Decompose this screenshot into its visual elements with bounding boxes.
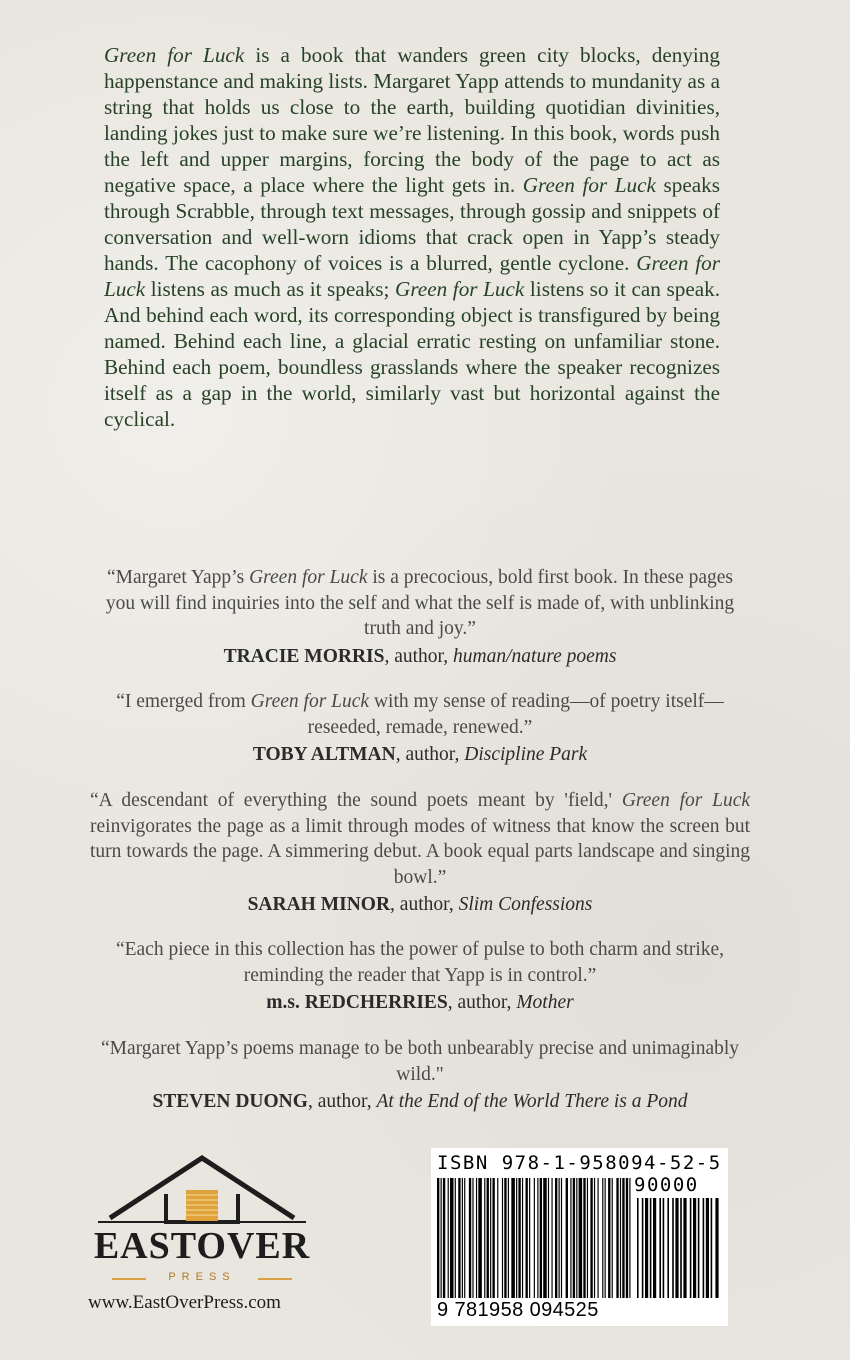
barcode-bar: [605, 1178, 606, 1298]
publisher-subtitle: PRESS: [168, 1271, 236, 1283]
barcode-bar: [587, 1178, 588, 1298]
quote-attribution: [90, 644, 750, 670]
quote-attribution: [90, 990, 750, 1016]
text-run: with my sense of reading—of poetry itself—reseeded, remade, renewed.”: [307, 691, 724, 738]
author-work: At the End of the World There is a Pond: [376, 1091, 688, 1112]
barcode-bar: [490, 1178, 491, 1298]
barcode-bar: [616, 1178, 618, 1298]
barcode-bar: [504, 1178, 506, 1298]
barcode-bar: [559, 1178, 560, 1298]
barcode-bar: [518, 1178, 520, 1298]
barcode-bar: [487, 1178, 489, 1298]
text-run: listens as much as it speaks;: [145, 277, 396, 301]
barcode-bar: [590, 1178, 592, 1298]
text-run: “Each piece in this collection has the power of pulse to both charm and strike, reminding the reader that Yapp is in control.”: [115, 939, 725, 986]
barcode-bar: [476, 1178, 477, 1298]
barcode-addon-bar: [693, 1198, 696, 1298]
publisher-website[interactable]: www.EastOverPress.com: [88, 1292, 281, 1313]
barcode-bar: [462, 1178, 463, 1298]
barcode-bar: [573, 1178, 575, 1298]
barcode-addon-bar: [650, 1198, 652, 1298]
barcode-bar: [497, 1178, 498, 1298]
publisher-logo: [88, 1154, 328, 1324]
author-name: STEVEN DUONG: [152, 1091, 308, 1112]
italic-title-run: Green for Luck: [522, 173, 656, 197]
barcode-bar: [516, 1178, 517, 1298]
author-work: Discipline Park: [464, 744, 588, 765]
barcode-addon-bar: [690, 1198, 692, 1298]
italic-title-run: Green for Luck: [395, 277, 525, 301]
barcode-addon-bar: [683, 1198, 686, 1298]
barcode-addon-bar: [698, 1198, 700, 1298]
barcode-bar: [529, 1178, 530, 1298]
barcode-bar: [548, 1178, 549, 1298]
barcode-bar: [629, 1178, 630, 1298]
barcode-bar: [464, 1178, 465, 1298]
text-run: is a book that wanders green city blocks, denying happenstance and making lists. Margaret Yapp attends to mundanity as a string that holds us close to the earth, building quotidian divinities, landing jokes just to make sure we’re listening. In this book, words push the left and upper margins, forcing the body of the page to act as negative space, a place where the light gets in.: [104, 43, 720, 197]
quote-text: [90, 937, 750, 988]
barcode-addon-bar: [715, 1198, 718, 1298]
barcode-bar: [626, 1178, 628, 1298]
text-run: “Margaret Yapp’s poems manage to be both unbearably precise and unimaginably wild.": [100, 1038, 740, 1085]
barcode-bar: [608, 1178, 610, 1298]
barcode-addon-bar: [642, 1198, 644, 1298]
italic-title-run: Green for Luck: [249, 567, 368, 588]
barcode-bar: [566, 1178, 568, 1298]
barcode-addon-bar: [645, 1198, 648, 1298]
italic-title-run: Green for Luck: [621, 790, 751, 811]
barcode-bar: [576, 1178, 577, 1298]
barcode-bar: [612, 1178, 613, 1298]
author-name: TOBY ALTMAN: [252, 744, 396, 765]
author-name: SARAH MINOR: [247, 894, 391, 915]
barcode-bar: [469, 1178, 471, 1298]
barcode-bar: [594, 1178, 595, 1298]
barcode-bar: [511, 1178, 515, 1298]
barcode-bar: [508, 1178, 509, 1298]
barcode-bar: [448, 1178, 449, 1298]
barcode-addon-bar: [659, 1198, 661, 1298]
barcode-bar: [583, 1178, 585, 1298]
text-run: “I emerged from: [116, 691, 251, 712]
barcode-bar: [478, 1178, 482, 1298]
author-name: TRACIE MORRIS: [223, 645, 385, 667]
barcode-bar: [620, 1178, 621, 1298]
author-work: Mother: [516, 992, 574, 1013]
italic-title-run: Green for Luck: [104, 251, 720, 301]
isbn-label: ISBN 978-1-958094-52-5: [437, 1152, 722, 1174]
author-role: , author,: [307, 1091, 377, 1112]
publisher-name: EASTOVER: [93, 1225, 311, 1267]
barcode-addon-bar: [675, 1198, 678, 1298]
author-role: , author,: [395, 744, 465, 765]
barcode-bar: [570, 1178, 571, 1298]
author-work: human/nature poems: [453, 645, 617, 667]
barcode-bar: [441, 1178, 442, 1298]
barcode-addon-bar: [703, 1198, 705, 1298]
barcode-bar: [526, 1178, 528, 1298]
barcode-bar: [522, 1178, 523, 1298]
barcode-addon-bar: [637, 1198, 639, 1298]
endorsement-quote: [90, 788, 750, 918]
barcode-bar: [622, 1178, 624, 1298]
barcode-addon-bar: [672, 1198, 674, 1298]
house-logo-icon: [88, 1154, 316, 1226]
barcode-bar: [597, 1178, 598, 1298]
barcode-bar: [443, 1178, 445, 1298]
barcode-addon-bar: [706, 1198, 709, 1298]
barcode-bar: [437, 1178, 439, 1298]
text-run: reinvigorates the page as a limit through modes of witness that know the screen but turn towards the page. A simmering debut. A book equal parts landscape and singing bowl.”: [90, 815, 750, 888]
back-cover-blurb: [104, 42, 720, 432]
barcode-bar: [492, 1178, 494, 1298]
text-run: is a precocious, bold first book. In these pages you will find inquiries into the self and what the self is made of, with unblinking truth and joy.”: [105, 567, 735, 639]
barcode-bar: [551, 1178, 552, 1298]
quote-attribution: [90, 742, 750, 768]
quote-text: [90, 565, 750, 642]
barcode-bar: [540, 1178, 542, 1298]
author-role: , author,: [390, 894, 459, 915]
barcode-bar: [455, 1178, 456, 1298]
barcode-addon-bar: [667, 1198, 669, 1298]
italic-title-run: Green for Luck: [104, 43, 245, 67]
text-run: speaks through Scrabble, through text messages, through gossip and snippets of conversation and well-worn idioms that crack open in Yapp’s steady hands. The cacophony of voices is a blurred, gentle cyclone.: [104, 173, 720, 275]
barcode-addon-bar: [711, 1198, 713, 1298]
italic-title-run: Green for Luck: [250, 691, 370, 712]
barcode-addon-bar: [663, 1198, 665, 1298]
barcode-bar: [450, 1178, 454, 1298]
barcode-bar: [534, 1178, 535, 1298]
author-role: , author,: [384, 645, 454, 667]
ean-digits: 9 781958 094525: [437, 1299, 599, 1321]
endorsement-quote: [90, 1036, 750, 1115]
barcode-bar: [537, 1178, 538, 1298]
logo-rule-right: [258, 1278, 292, 1280]
barcode-bar: [458, 1178, 460, 1298]
isbn-barcode: [431, 1148, 728, 1326]
quote-attribution: [90, 892, 750, 918]
barcode-bar: [555, 1178, 557, 1298]
barcode-bar: [502, 1178, 503, 1298]
barcode-addon-bar: [653, 1198, 656, 1298]
quote-text: [90, 788, 750, 890]
barcode-bar: [561, 1178, 562, 1298]
barcode-bar: [602, 1178, 603, 1298]
author-role: , author,: [447, 992, 517, 1013]
quote-text: [90, 1036, 750, 1087]
quote-attribution: [90, 1089, 750, 1115]
author-name: m.s. REDCHERRIES: [266, 992, 448, 1013]
barcode-bar: [484, 1178, 485, 1298]
endorsement-quote: [90, 689, 750, 768]
barcode-bar: [543, 1178, 547, 1298]
text-run: “Margaret Yapp’s: [106, 567, 250, 588]
barcode-bar: [472, 1178, 473, 1298]
quote-text: [90, 689, 750, 740]
author-work: Slim Confessions: [458, 894, 593, 915]
barcode-bar: [579, 1178, 583, 1298]
price-code: 90000: [634, 1174, 699, 1196]
endorsement-quote: [90, 937, 750, 1016]
barcode-addon-bar: [680, 1198, 682, 1298]
text-run: listens so it can speak. And behind each word, its corresponding object is transfigured by being named. Behind each line, a glacial erratic resting on unfamiliar stone. Behind each poem, boundless grasslands where the speaker recognizes itself as a gap in the world, similarly vast but horizontal against the cyclical.: [104, 277, 721, 431]
text-run: “A descendant of everything the sound poets meant by 'field,': [90, 790, 622, 811]
endorsement-quote: [90, 565, 750, 669]
